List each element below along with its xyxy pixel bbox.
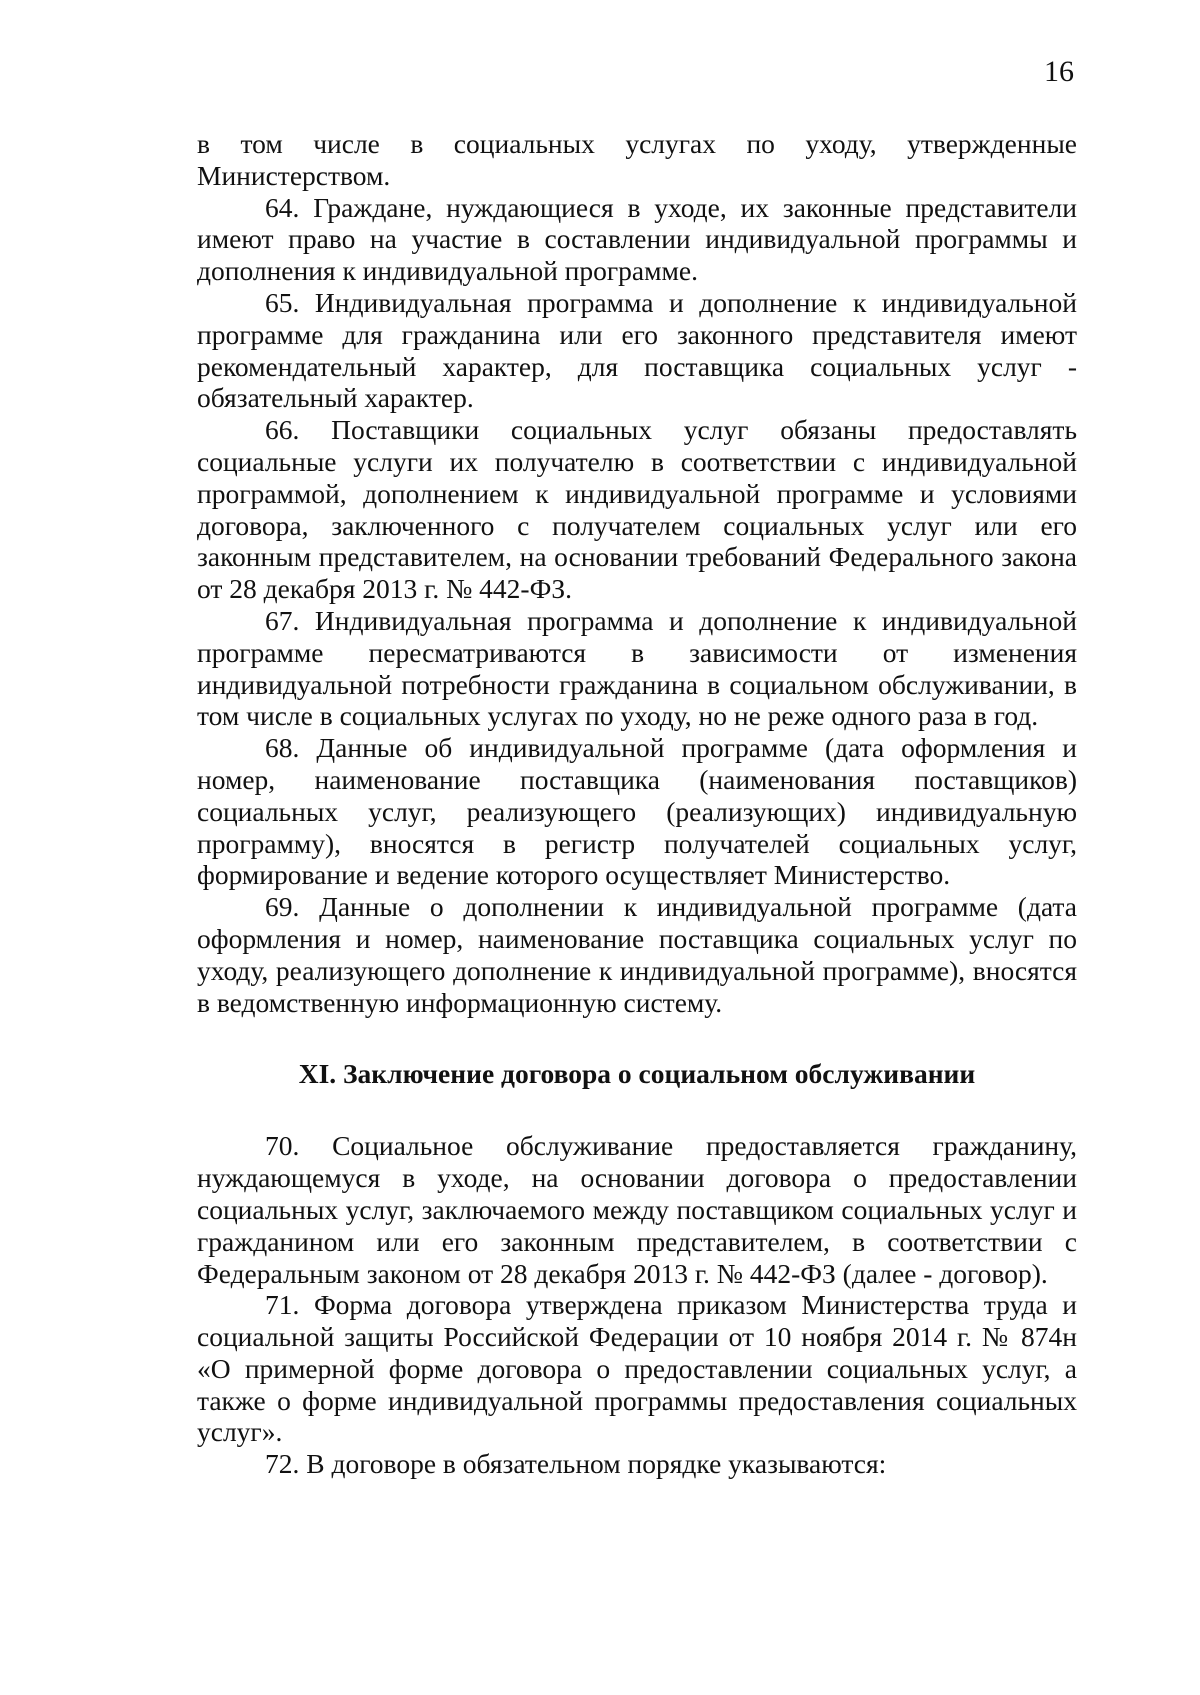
paragraph-67: 67. Индивидуальная программа и дополнение к индивидуальной программе пересматриваются в зависимости от изменения индивидуальной потребности гражданина в социальном обслуживании, в том числе в социальных услугах по уходу, но не реже одного раза в год. bbox=[197, 604, 1077, 732]
section-heading: XI. Заключение договора о социальном обслуживании bbox=[298, 1058, 976, 1090]
paragraph-70: 70. Социальное обслуживание предоставляется гражданину, нуждающемуся в уходе, на основании договора о предоставлении социальных услуг, заключаемого между поставщиком социальных услуг и гражданином или его законным представителем, в соответствии с Федеральным законом от 28 декабря 2013 г. № 442-ФЗ (далее - договор). bbox=[197, 1130, 1077, 1289]
paragraph-69: 69. Данные о дополнении к индивидуальной программе (дата оформления и номер, наименование поставщика социальных услуг по уходу, реализующего дополнение к индивидуальной программе), вносятся в ведомственную информационную систему. bbox=[197, 891, 1077, 1018]
document-body bbox=[197, 128, 1077, 1480]
paragraph-65: 65. Индивидуальная программа и дополнение к индивидуальной программе для гражданина или его законного представителя имеют рекомендательный характер, для поставщика социальных услуг - обязательный характер. bbox=[197, 286, 1077, 414]
paragraph-66: 66. Поставщики социальных услуг обязаны предоставлять социальные услуги их получателю в соответствии с индивидуальной программой, дополнением к индивидуальной программе и условиями договора, заключенного с получателем социальных услуг или его законным представителем, на основании требований Федерального закона от 28 декабря 2013 г. № 442-ФЗ. bbox=[197, 414, 1077, 605]
paragraph-64: 64. Граждане, нуждающиеся в уходе, их законные представители имеют право на участие в составлении индивидуальной программы и дополнения к индивидуальной программе. bbox=[197, 191, 1077, 287]
paragraph-72: 72. В договоре в обязательном порядке указываются: bbox=[265, 1448, 887, 1480]
paragraph-68: 68. Данные об индивидуальной программе (дата оформления и номер, наименование поставщика (наименования поставщиков) социальных услуг, реализующего (реализующих) индивидуальную программу), вносятся в регистр получателей социальных услуг, формирование и ведение которого осуществляет Министерство. bbox=[197, 732, 1077, 891]
paragraph-71: 71. Форма договора утверждена приказом Министерства труда и социальной защиты Российской Федерации от 10 ноября 2014 г. № 874н «О примерной форме договора о предоставлении социальных услуг, а также о форме индивидуальной программы предоставления социальных услуг». bbox=[197, 1289, 1077, 1448]
page-number: 16 bbox=[1044, 55, 1074, 88]
paragraph-continuation: в том числе в социальных услугах по уходу, утвержденные Министерством. bbox=[197, 128, 1077, 191]
